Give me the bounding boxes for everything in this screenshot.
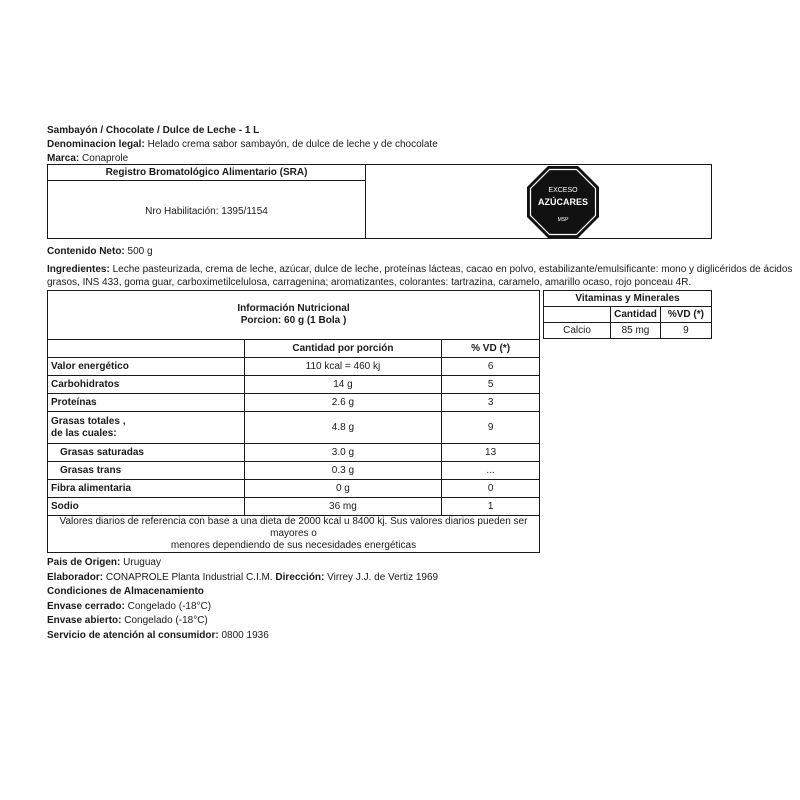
nutrition-portion: Porcion: 60 g (1 Bola ) <box>240 315 347 326</box>
ingredients-line1 <box>47 263 792 276</box>
nutrient-name-line1: Grasas totales , <box>51 415 126 427</box>
nutrient-name: Sodio <box>48 498 245 516</box>
net-content-label: Contenido Neto: <box>47 246 125 257</box>
ingredients-line2: grasos, INS 433, goma guar, carboximetilcelulosa, carragenina; aromatizantes, colorantes: tartrazina, caramelo, amarillo ocaso, rojo ponceau 4R. <box>47 277 692 288</box>
table-row <box>48 412 540 444</box>
nutrient-amount: 110 kcal = 460 kj <box>244 358 442 376</box>
registry-number: Nro Habilitación: 1395/1154 <box>145 206 268 217</box>
nutrition-table <box>47 290 540 553</box>
consumer-service <box>47 629 269 642</box>
closed-value: Congelado (-18°C) <box>127 601 212 612</box>
legal-value: Helado crema sabor sambayón, de dulce de leche y de chocolate <box>147 139 438 150</box>
maker-label: Elaborador: <box>47 572 104 583</box>
col-amount-header: Cantidad por porción <box>244 340 442 358</box>
footnote-line2: menores dependiendo de sus necesidades energéticas <box>170 540 417 551</box>
exceso-azucares-seal <box>526 165 600 239</box>
nutrient-amount: 36 mg <box>244 498 442 516</box>
vitamins-table <box>543 290 712 339</box>
nutrient-vd: ... <box>442 462 540 480</box>
seal-line3: MSP <box>557 217 569 223</box>
nutrient-vd: 3 <box>442 394 540 412</box>
nutrient-name: Grasas trans <box>48 462 245 480</box>
ingredients-label: Ingredientes: <box>47 264 110 275</box>
nutrient-vd: 13 <box>442 444 540 462</box>
nutrient-name: Carbohidratos <box>48 376 245 394</box>
storage-closed <box>47 600 211 613</box>
blank-header-cell <box>48 340 245 358</box>
ingredients-text1: Leche pasteurizada, crema de leche, azúcar, dulce de leche, proteínas lácteas, cacao en polvo, estabilizante/emulsificante: mono y diglicéridos de ácidos <box>112 264 793 275</box>
storage-title: Condiciones de Almacenamiento <box>47 586 204 597</box>
nutrient-vd: 5 <box>442 376 540 394</box>
nutrient-amount: 0.3 g <box>244 462 442 480</box>
nutrient-name: Fibra alimentaria <box>48 480 245 498</box>
origin-value: Uruguay <box>123 557 161 568</box>
nutrient-name-line2: de las cuales: <box>51 427 117 439</box>
table-row <box>48 462 540 480</box>
nutrition-title: Información Nutricional <box>237 303 350 314</box>
table-row <box>544 323 712 339</box>
origin <box>47 556 161 569</box>
net-content <box>47 245 153 258</box>
brand-label: Marca: <box>47 153 80 164</box>
seal-line1: EXCESO <box>548 187 578 194</box>
vitamins-title: Vitaminas y Minerales <box>544 291 712 307</box>
mineral-vd: 9 <box>660 323 711 339</box>
nutrition-footnote <box>48 516 540 553</box>
nutrient-vd: 9 <box>442 412 540 444</box>
vit-col-amount: Cantidad <box>611 307 661 323</box>
legal-label: Denominacion legal: <box>47 139 145 150</box>
nutrient-amount: 14 g <box>244 376 442 394</box>
nutrient-name: Proteínas <box>48 394 245 412</box>
nutrient-amount: 3.0 g <box>244 444 442 462</box>
nutrient-name: Grasas saturadas <box>48 444 245 462</box>
table-row <box>48 376 540 394</box>
table-row <box>48 498 540 516</box>
service-label: Servicio de atención al consumidor: <box>47 630 219 641</box>
nutrition-header <box>48 291 540 340</box>
product-title: Sambayón / Chocolate / Dulce de Leche - 1 L <box>47 125 260 136</box>
nutrient-amount: 0 g <box>244 480 442 498</box>
origin-label: Pais de Origen: <box>47 557 121 568</box>
nutrient-vd: 0 <box>442 480 540 498</box>
vit-col-vd: %VD (*) <box>660 307 711 323</box>
blank-header-cell <box>544 307 611 323</box>
legal-name <box>47 138 438 151</box>
col-vd-header: % VD (*) <box>442 340 540 358</box>
registry-header: Registro Bromatológico Alimentario (SRA) <box>105 167 308 178</box>
maker <box>47 571 438 584</box>
nutrient-name <box>48 412 245 444</box>
table-row <box>48 394 540 412</box>
address-label: Dirección: <box>275 572 325 583</box>
open-value: Congelado (-18°C) <box>124 615 208 626</box>
table-row <box>48 358 540 376</box>
nutrient-vd: 6 <box>442 358 540 376</box>
footnote-line1: Valores diarios de referencia con base a una dieta de 2000 kcal u 8400 kj. Sus valores diarios pueden ser mayores o <box>59 516 528 539</box>
nutrient-amount: 2.6 g <box>244 394 442 412</box>
net-content-value: 500 g <box>127 246 153 257</box>
table-row <box>48 480 540 498</box>
storage-open <box>47 614 208 627</box>
service-value: 0800 1936 <box>221 630 269 641</box>
seal-line2: AZÚCARES <box>537 197 589 207</box>
table-row <box>48 444 540 462</box>
open-label: Envase abierto: <box>47 615 122 626</box>
mineral-name: Calcio <box>544 323 611 339</box>
nutrient-name: Valor energético <box>48 358 245 376</box>
maker-value: CONAPROLE Planta Industrial C.I.M. <box>105 572 273 583</box>
nutrient-vd: 1 <box>442 498 540 516</box>
nutrient-amount: 4.8 g <box>244 412 442 444</box>
mineral-amount: 85 mg <box>611 323 661 339</box>
closed-label: Envase cerrado: <box>47 601 125 612</box>
brand-value: Conaprole <box>82 153 129 164</box>
address-value: Virrey J.J. de Vertiz 1969 <box>327 572 439 583</box>
